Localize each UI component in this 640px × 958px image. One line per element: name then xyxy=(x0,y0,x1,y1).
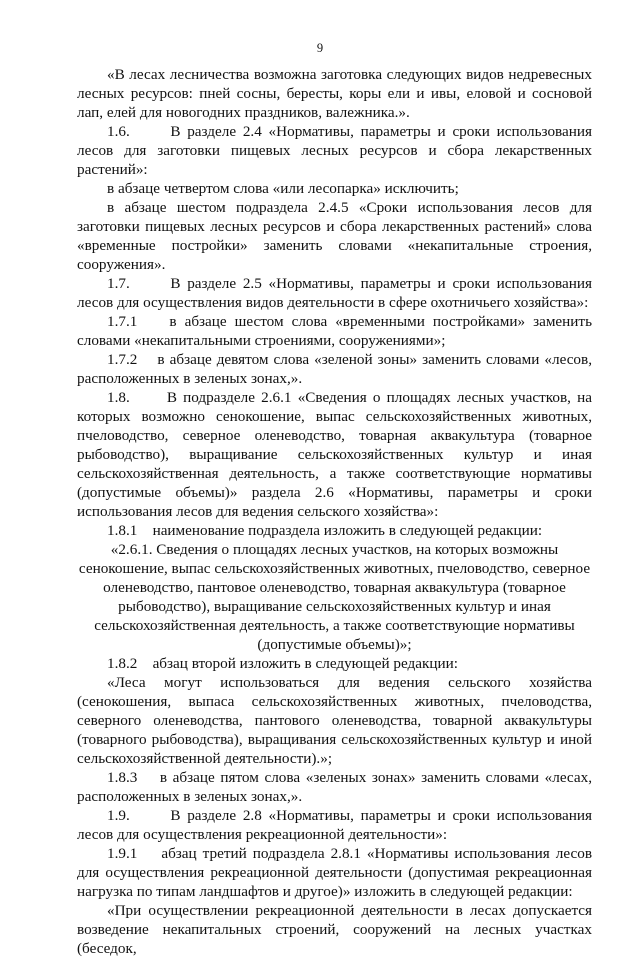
paragraph-1-7-1: 1.7.1 в абзаце шестом слова «временными постройками» заменить словами «некапитальными строениями, сооружениями»; xyxy=(77,313,592,349)
paragraph-1-7: 1.7. В разделе 2.5 «Нормативы, параметры и сроки использования лесов для осуществления видов деятельности в сфере охотничьего хозяйства»: xyxy=(77,275,592,311)
quoted-heading-2-6-1: «2.6.1. Сведения о площадях лесных участков, на которых возможны сенокошение, выпас сельскохозяйственных животных, пчеловодство, северное оленеводство, пантовое оленеводство, товарная аквакультура (товарное рыбоводство), выращивание сельскохозяйственных культур и иная сельскохозяйственная деятельность, а также соответствующие нормативы (допустимые объемы)»; xyxy=(78,541,591,653)
paragraph-1-9: 1.9. В разделе 2.8 «Нормативы, параметры и сроки использования лесов для осуществления рекреационной деятельности»: xyxy=(77,807,592,843)
quoted-paragraph-lesa: «Леса могут использоваться для ведения сельского хозяйства (сенокошения, выпаса сельскохозяйственных животных, пчеловодства, северного оленеводства, пантового оленеводства, товарной аквакультуры (товарного рыбоводства), выращивания сельскохозяйственных культур и иной сельскохозяйственной деятельности).»; xyxy=(77,674,592,767)
paragraph-1-8-2: 1.8.2 абзац второй изложить в следующей редакции: xyxy=(107,655,458,672)
paragraph-1-8-3: 1.8.3 в абзаце пятом слова «зеленых зонах» заменить словами «лесах, расположенных в зеленых зонах,». xyxy=(77,769,592,805)
paragraph-1-6-abzac-shestoy: в абзаце шестом подраздела 2.4.5 «Сроки использования лесов для заготовки пищевых лесных ресурсов и сбора лекарственных растений» слова «временные постройки» заменить словами «некапитальные строения, сооружения». xyxy=(77,199,592,273)
paragraph-1-7-2: 1.7.2 в абзаце девятом слова «зеленой зоны» заменить словами «лесов, расположенных в зеленых зонах,». xyxy=(77,351,592,387)
paragraph-1-8-1: 1.8.1 наименование подраздела изложить в следующей редакции: xyxy=(107,522,543,539)
paragraph-1-9-1: 1.9.1 абзац третий подраздела 2.8.1 «Нормативы использования лесов для осуществления рекреационной деятельности (допустимая рекреационная нагрузка по типам ландшафтов и другое)» изложить в следующей редакции: xyxy=(77,845,592,900)
paragraph-1-6-abzac-chetvertyy: в абзаце четвертом слова «или лесопарка» исключить; xyxy=(107,180,459,197)
paragraph-1-6: 1.6. В разделе 2.4 «Нормативы, параметры и сроки использования лесов для заготовки пищевых лесных ресурсов и сбора лекарственных растений»: xyxy=(77,123,592,178)
document-body xyxy=(77,65,592,958)
quoted-paragraph-rekreacionnaya: «При осуществлении рекреационной деятельности в лесах допускается возведение некапитальных строений, сооружений на лесных участках (беседок, xyxy=(77,902,592,957)
page-number: 9 xyxy=(316,41,324,55)
paragraph-nedrevesnye-resursy: «В лесах лесничества возможна заготовка следующих видов недревесных лесных ресурсов: пней сосны, бересты, коры ели и ивы, еловой и сосновой лап, елей для новогодних праздников, валежника.». xyxy=(77,66,592,121)
paragraph-1-8: 1.8. В подразделе 2.6.1 «Сведения о площадях лесных участков, на которых возможно сенокошение, выпас сельскохозяйственных животных, пчеловодство, северное оленеводство, товарная аквакультура (товарное рыбоводство), выращивание сельскохозяйственных культур и иная сельскохозяйственная деятельность, а также соответствующие нормативы (допустимые объемы)» раздела 2.6 «Нормативы, параметры и сроки использования лесов для ведения сельского хозяйства»: xyxy=(77,389,592,520)
